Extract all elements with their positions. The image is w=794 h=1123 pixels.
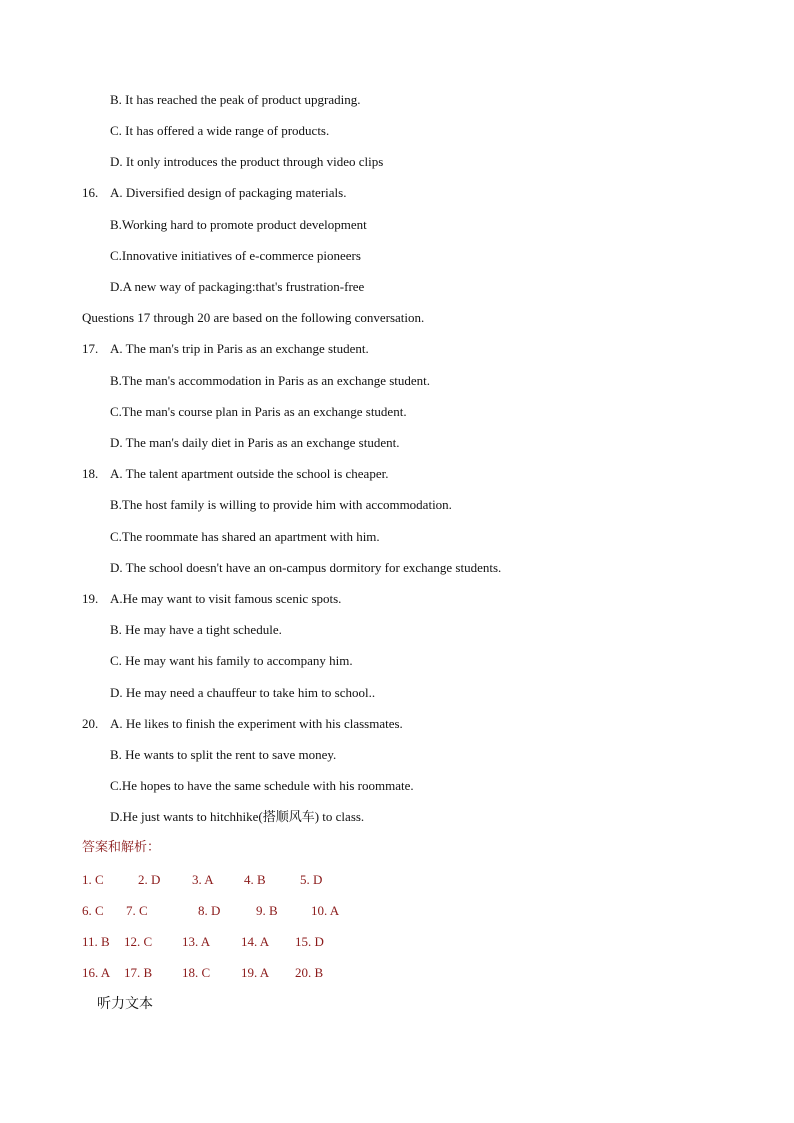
q19-option-b: B. He may have a tight schedule. — [110, 622, 282, 637]
answer-item: 14. A — [241, 934, 270, 949]
q19-option-a: A.He may want to visit famous scenic spots. — [110, 591, 342, 606]
q18-option-b: B.The host family is willing to provide him with accommodation. — [110, 497, 452, 512]
answer-item: 10. A — [311, 903, 340, 918]
answer-item: 3. A — [192, 872, 214, 887]
q20-option-a: A. He likes to finish the experiment with his classmates. — [110, 716, 403, 731]
q18-option-c: C.The roommate has shared an apartment with him. — [110, 529, 380, 544]
answer-item: 17. B — [124, 965, 153, 980]
q17-option-a: A. The man's trip in Paris as an exchange student. — [110, 341, 369, 356]
answer-item: 13. A — [182, 934, 211, 949]
answer-item: 15. D — [295, 934, 324, 949]
section-intro: Questions 17 through 20 are based on the following conversation. — [82, 310, 425, 325]
q17-number: 17. — [82, 341, 99, 356]
q15-option-d: D. It only introduces the product through video clips — [110, 154, 384, 169]
q15-option-b: B. It has reached the peak of product upgrading. — [110, 92, 361, 107]
q16-option-a: A. Diversified design of packaging materials. — [110, 185, 347, 200]
answer-item: 18. C — [182, 965, 211, 980]
answer-item: 2. D — [138, 872, 161, 887]
answer-item: 6. C — [82, 903, 104, 918]
q17-option-d: D. The man's daily diet in Paris as an exchange student. — [110, 435, 400, 450]
q19-number: 19. — [82, 591, 99, 606]
answer-item: 5. D — [300, 872, 323, 887]
q16-option-c: C.Innovative initiatives of e-commerce pioneers — [110, 248, 361, 263]
answer-item: 19. A — [241, 965, 270, 980]
q18-option-a: A. The talent apartment outside the school is cheaper. — [110, 466, 389, 481]
q18-option-d: D. The school doesn't have an on-campus dormitory for exchange students. — [110, 560, 502, 575]
q17-option-b: B.The man's accommodation in Paris as an exchange student. — [110, 373, 431, 388]
q20-option-c: C.He hopes to have the same schedule with his roommate. — [110, 778, 414, 793]
q19-option-c: C. He may want his family to accompany him. — [110, 653, 353, 668]
answer-item: 11. B — [82, 934, 110, 949]
answer-item: 4. B — [244, 872, 266, 887]
q18-number: 18. — [82, 466, 99, 481]
answer-item: 20. B — [295, 965, 324, 980]
answer-item: 1. C — [82, 872, 104, 887]
q16-number: 16. — [82, 185, 99, 200]
transcript-heading: 听力文本 — [97, 996, 153, 1012]
q20-option-b: B. He wants to split the rent to save money. — [110, 747, 337, 762]
answer-item: 7. C — [126, 903, 148, 918]
answers-heading: 答案和解析： — [82, 840, 161, 855]
answer-item: 16. A — [82, 965, 111, 980]
q20-option-d: D.He just wants to hitchhike(搭顺风车) to class. — [110, 809, 365, 824]
q20-number: 20. — [82, 716, 99, 731]
q16-option-d: D.A new way of packaging:that's frustration-free — [110, 279, 365, 294]
answer-item: 12. C — [124, 934, 153, 949]
answer-item: 8. D — [198, 903, 221, 918]
q19-option-d: D. He may need a chauffeur to take him to school.. — [110, 685, 376, 700]
q17-option-c: C.The man's course plan in Paris as an exchange student. — [110, 404, 407, 419]
q16-option-b: B.Working hard to promote product development — [110, 217, 367, 232]
q15-option-c: C. It has offered a wide range of products. — [110, 123, 330, 138]
answer-item: 9. B — [256, 903, 278, 918]
